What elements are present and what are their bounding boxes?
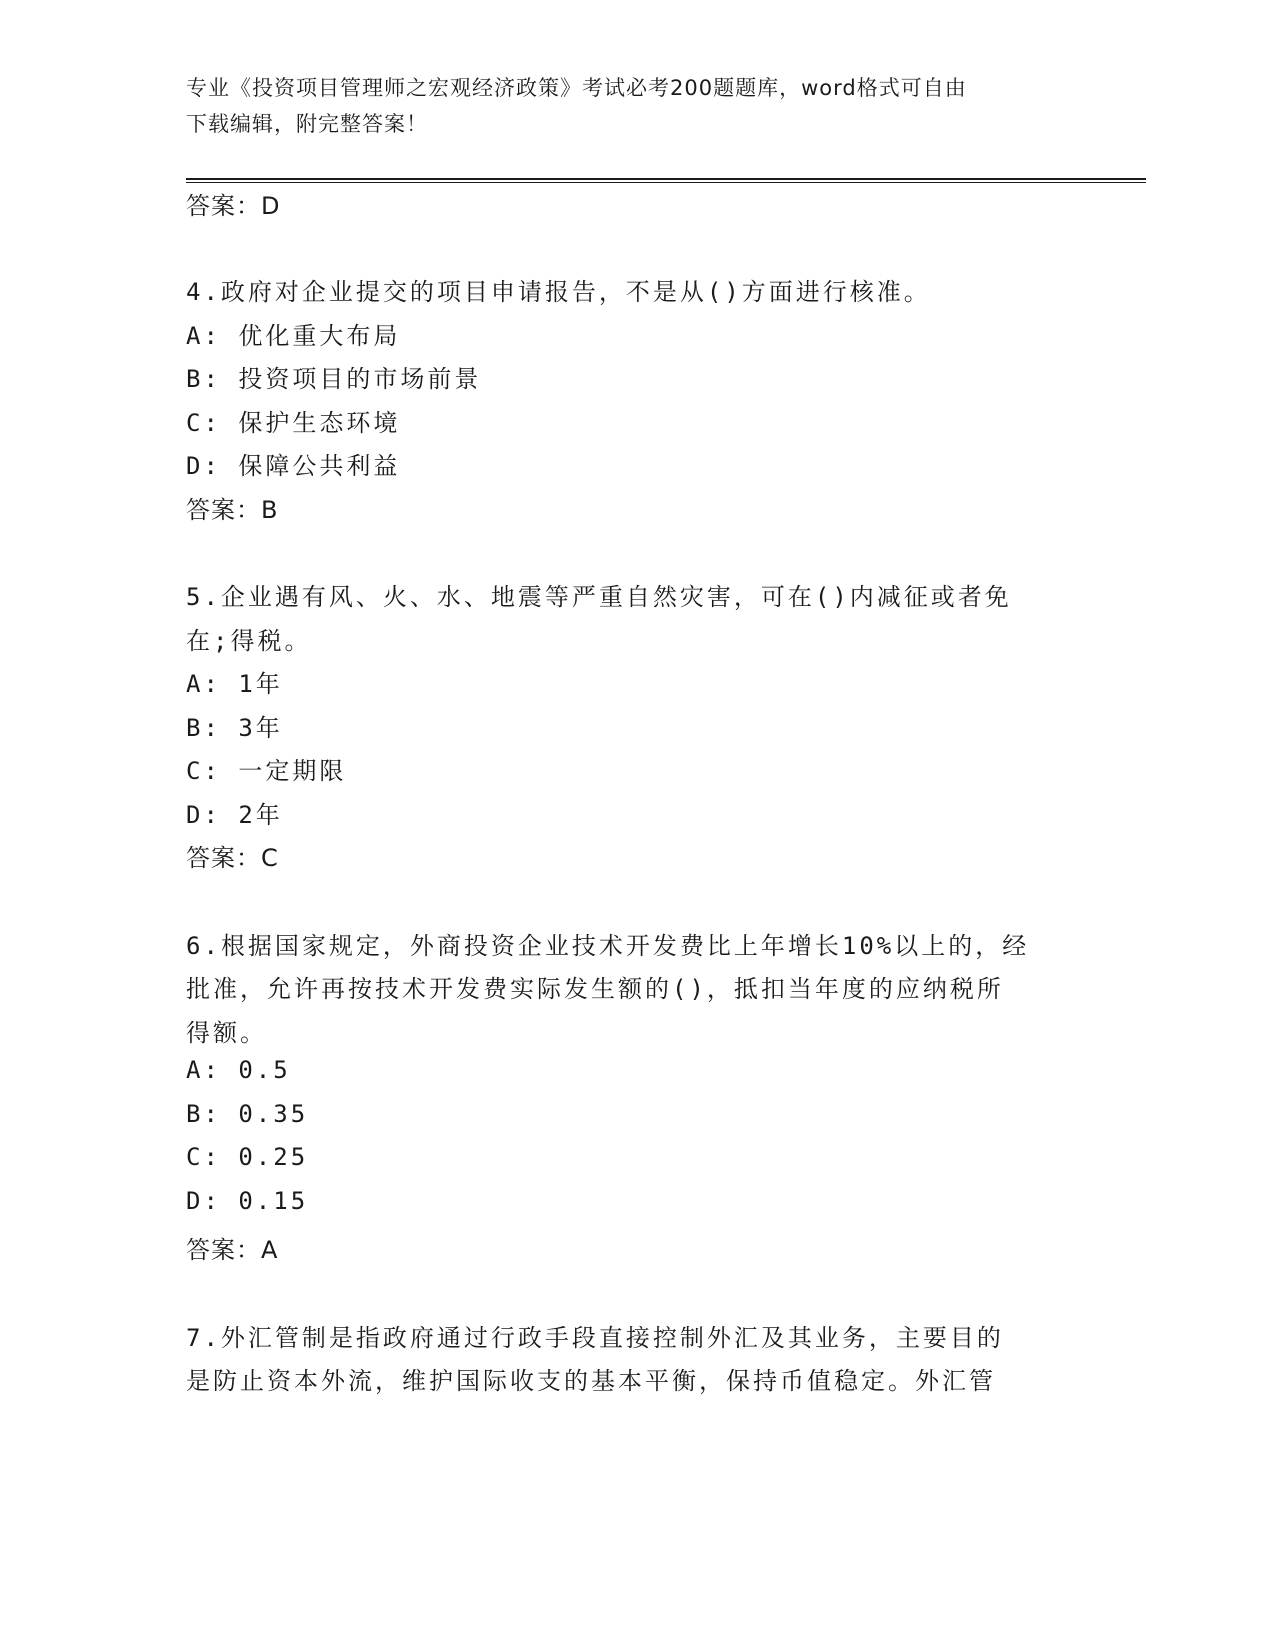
question-4-answer: 答案：B [186, 496, 279, 524]
previous-answer: 答案：D [186, 192, 281, 220]
header-divider [186, 178, 1146, 183]
question-7-text-line-1: 7.外汇管制是指政府通过行政手段直接控制外汇及其业务，主要目的 [186, 1324, 1004, 1352]
header-line-2: 下载编辑，附完整答案！ [186, 112, 428, 136]
question-6-option-d: D: 0.15 [186, 1187, 309, 1215]
question-4-text: 4.政府对企业提交的项目申请报告，不是从()方面进行核准。 [186, 278, 931, 306]
question-6-answer: 答案：A [186, 1236, 279, 1264]
question-5-option-d: D: 2年 [186, 801, 283, 829]
question-5-text-line-1: 5.企业遇有风、火、水、地震等严重自然灾害，可在()内减征或者免 [186, 583, 1012, 611]
question-4-option-c: C: 保护生态环境 [186, 409, 401, 437]
question-6-text-line-1: 6.根据国家规定，外商投资企业技术开发费比上年增长10%以上的，经 [186, 932, 1030, 960]
question-5-text-line-2: 在;得税。 [186, 627, 312, 655]
question-6-option-c: C: 0.25 [186, 1143, 309, 1171]
question-4-option-d: D: 保障公共利益 [186, 452, 401, 480]
question-7-text-line-2: 是防止资本外流，维护国际收支的基本平衡，保持币值稳定。外汇管 [186, 1367, 996, 1395]
question-6-option-a: A: 0.5 [186, 1056, 291, 1084]
document-header [186, 70, 1066, 142]
question-6-option-b: B: 0.35 [186, 1100, 309, 1128]
question-5-option-b: B: 3年 [186, 714, 283, 742]
question-4-option-b: B: 投资项目的市场前景 [186, 365, 482, 393]
question-4-option-a: A: 优化重大布局 [186, 322, 401, 350]
header-line-1: 专业《投资项目管理师之宏观经济政策》考试必考200题题库，word格式可自由 [186, 76, 967, 100]
question-6-text-line-3: 得额。 [186, 1019, 267, 1047]
question-5-option-c: C: 一定期限 [186, 757, 347, 785]
question-6-text-line-2: 批准，允许再按技术开发费实际发生额的()，抵扣当年度的应纳税所 [186, 975, 1004, 1003]
question-5-option-a: A: 1年 [186, 670, 283, 698]
question-5-answer: 答案：C [186, 844, 279, 872]
